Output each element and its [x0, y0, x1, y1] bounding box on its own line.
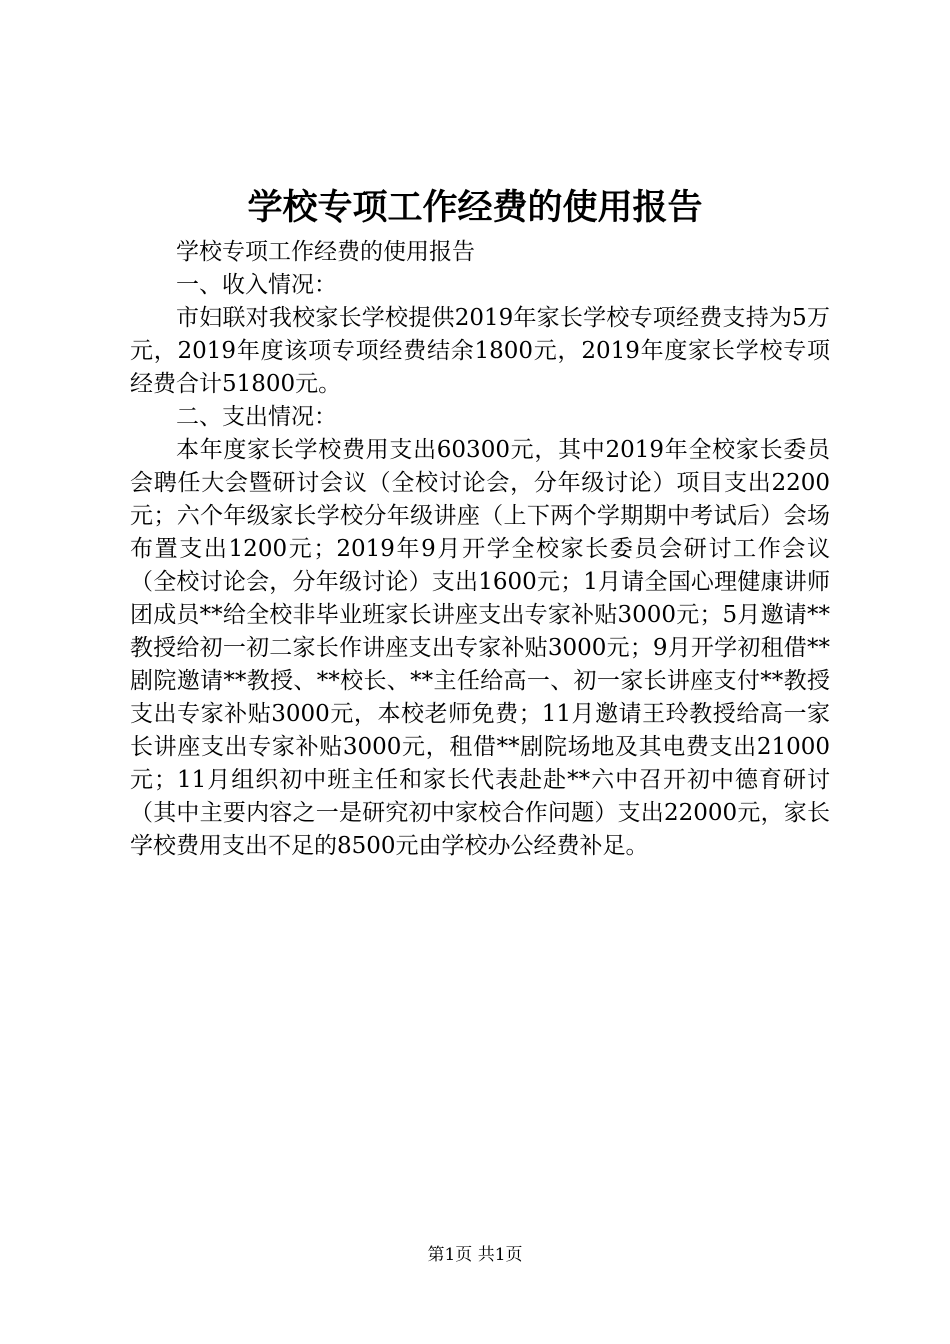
- document-body: [130, 236, 830, 863]
- expense-paragraph: 本年度家长学校费用支出60300元，其中2019年全校家长委员会聘任大会暨研讨会议（全校讨论会，分年级讨论）项目支出2200元；六个年级家长学校分年级讲座（上下两个学期期中考试后）会场布置支出1200元；2019年9月开学全校家长委员会研讨工作会议（全校讨论会，分年级讨论）支出1600元；1月请全国心理健康讲师团成员**给全校非毕业班家长讲座支出专家补贴3000元；5月邀请**教授给初一初二家长作讲座支出专家补贴3000元；9月开学初租借**剧院邀请**教授、**校长、**主任给高一、初一家长讲座支付**教授支出专家补贴3000元，本校老师免费；11月邀请王玲教授给高一家长讲座支出专家补贴3000元，租借**剧院场地及其电费支出21000元；11月组织初中班主任和家长代表赴赴**六中召开初中德育研讨（其中主要内容之一是研究初中家校合作问题）支出22000元，家长学校费用支出不足的8500元由学校办公经费补足。: [130, 437, 830, 859]
- document-title: 学校专项工作经费的使用报告: [247, 187, 703, 228]
- subtitle-paragraph: 学校专项工作经费的使用报告: [176, 239, 475, 265]
- income-heading: 一、收入情况：: [176, 272, 337, 298]
- page-footer: 第1页 共1页: [427, 1245, 523, 1265]
- expense-heading: 二、支出情况：: [176, 404, 337, 430]
- income-paragraph: 市妇联对我校家长学校提供2019年家长学校专项经费支持为5万元，2019年度该项专项经费结余1800元，2019年度家长学校专项经费合计51800元。: [130, 305, 830, 397]
